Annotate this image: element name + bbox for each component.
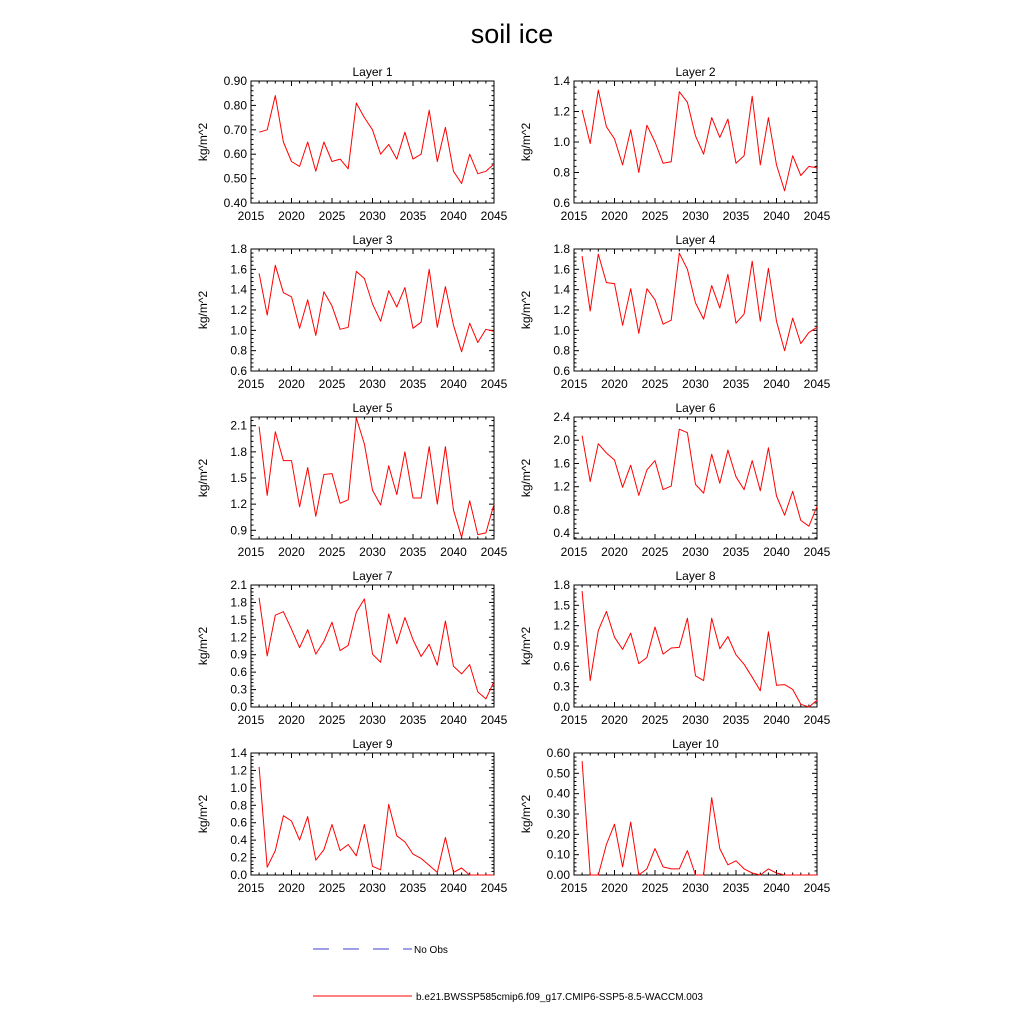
x-tick-label: 2035 bbox=[399, 377, 427, 391]
plot-frame bbox=[251, 753, 494, 875]
x-tick-label: 2035 bbox=[722, 209, 750, 223]
y-tick-label: 1.5 bbox=[230, 612, 247, 627]
plot-frame bbox=[574, 417, 817, 539]
y-tick-label: 1.0 bbox=[230, 323, 247, 338]
figure-title: soil ice bbox=[470, 19, 554, 49]
x-tick-label: 2035 bbox=[722, 377, 750, 391]
x-tick-label: 2030 bbox=[682, 545, 709, 559]
y-tick-label: 1.2 bbox=[230, 497, 247, 512]
y-tick-label: 0.10 bbox=[546, 847, 570, 862]
plot-frame bbox=[251, 249, 494, 371]
y-tick-label: 1.2 bbox=[553, 479, 570, 494]
x-tick-label: 2020 bbox=[601, 377, 628, 391]
series-line bbox=[582, 591, 817, 707]
x-tick-label: 2045 bbox=[803, 881, 831, 895]
plot-frame bbox=[574, 753, 817, 875]
y-tick-label: 0.6 bbox=[553, 364, 570, 378]
x-tick-label: 2040 bbox=[440, 713, 467, 727]
x-tick-label: 2035 bbox=[722, 545, 750, 559]
y-tick-label: 0.50 bbox=[223, 171, 247, 186]
x-tick-label: 2015 bbox=[237, 377, 265, 391]
y-tick-label: 0.40 bbox=[223, 196, 247, 210]
x-tick-label: 2040 bbox=[440, 545, 467, 559]
x-tick-label: 2035 bbox=[399, 209, 427, 223]
x-tick-label: 2025 bbox=[641, 881, 669, 895]
x-tick-label: 2020 bbox=[278, 209, 305, 223]
x-tick-label: 2030 bbox=[682, 377, 709, 391]
y-tick-label: 2.4 bbox=[553, 410, 570, 424]
y-tick-label: 0.8 bbox=[553, 343, 570, 358]
y-tick-label: 1.2 bbox=[230, 303, 247, 317]
x-tick-label: 2025 bbox=[641, 545, 669, 559]
x-tick-label: 2045 bbox=[480, 881, 508, 895]
y-tick-label: 1.2 bbox=[553, 303, 570, 317]
y-axis-label: kg/m^2 bbox=[196, 626, 210, 666]
panel-3 bbox=[196, 233, 508, 391]
x-tick-label: 2020 bbox=[601, 713, 628, 727]
x-tick-label: 2035 bbox=[399, 881, 427, 895]
y-axis-label: kg/m^2 bbox=[196, 290, 210, 330]
panel-7 bbox=[196, 569, 508, 727]
y-tick-label: 1.4 bbox=[230, 282, 247, 297]
y-tick-label: 0.0 bbox=[230, 700, 247, 714]
panel-1 bbox=[196, 65, 508, 223]
y-tick-label: 1.8 bbox=[230, 242, 247, 256]
y-tick-label: 0.4 bbox=[230, 833, 247, 848]
y-tick-label: 0.4 bbox=[553, 526, 570, 541]
y-tick-label: 1.2 bbox=[553, 104, 570, 119]
legend bbox=[313, 945, 703, 1003]
y-tick-label: 0.6 bbox=[230, 665, 247, 680]
x-tick-label: 2040 bbox=[763, 545, 790, 559]
y-tick-label: 0.8 bbox=[553, 165, 570, 180]
y-tick-label: 0.0 bbox=[230, 868, 247, 882]
series-line bbox=[582, 429, 817, 526]
y-tick-label: 1.6 bbox=[553, 456, 570, 471]
series-line bbox=[259, 96, 494, 184]
panel-2 bbox=[519, 65, 831, 223]
y-tick-label: 0.9 bbox=[553, 639, 570, 653]
y-axis-label: kg/m^2 bbox=[519, 626, 533, 666]
y-tick-label: 0.0 bbox=[553, 700, 570, 714]
series-line bbox=[582, 90, 817, 191]
x-tick-label: 2045 bbox=[480, 545, 508, 559]
series-line bbox=[259, 767, 494, 875]
x-tick-label: 2015 bbox=[560, 881, 588, 895]
x-tick-label: 2015 bbox=[560, 713, 588, 727]
y-tick-label: 0.8 bbox=[553, 502, 570, 517]
y-tick-label: 1.6 bbox=[230, 262, 247, 277]
x-tick-label: 2030 bbox=[359, 377, 386, 391]
x-tick-label: 2030 bbox=[359, 209, 386, 223]
panels bbox=[196, 65, 831, 895]
y-tick-label: 1.0 bbox=[553, 135, 570, 149]
y-tick-label: 0.50 bbox=[546, 766, 570, 781]
y-tick-label: 0.3 bbox=[553, 679, 570, 694]
y-tick-label: 1.5 bbox=[230, 471, 247, 485]
x-tick-label: 2020 bbox=[601, 209, 628, 223]
x-tick-label: 2040 bbox=[763, 881, 790, 895]
y-tick-label: 1.0 bbox=[553, 323, 570, 338]
panel-title: Layer 9 bbox=[352, 737, 393, 751]
x-tick-label: 2040 bbox=[440, 209, 467, 223]
y-tick-label: 0.8 bbox=[230, 343, 247, 358]
y-axis-label: kg/m^2 bbox=[519, 794, 533, 834]
y-tick-label: 1.0 bbox=[230, 780, 247, 795]
x-tick-label: 2030 bbox=[359, 545, 386, 559]
x-tick-label: 2035 bbox=[399, 713, 427, 727]
panel-title: Layer 10 bbox=[672, 737, 719, 751]
y-tick-label: 0.60 bbox=[223, 147, 247, 162]
plot-frame bbox=[574, 249, 817, 371]
x-tick-label: 2040 bbox=[763, 713, 790, 727]
x-tick-label: 2020 bbox=[278, 881, 305, 895]
y-axis-label: kg/m^2 bbox=[196, 122, 210, 162]
y-tick-label: 1.4 bbox=[553, 74, 570, 88]
panel-title: Layer 8 bbox=[675, 569, 716, 583]
panel-9 bbox=[196, 737, 508, 895]
plot-frame bbox=[251, 585, 494, 707]
y-tick-label: 2.1 bbox=[230, 578, 247, 592]
panel-title: Layer 4 bbox=[675, 233, 716, 247]
x-tick-label: 2025 bbox=[318, 713, 346, 727]
panel-4 bbox=[519, 233, 831, 391]
x-tick-label: 2030 bbox=[682, 209, 709, 223]
series-line bbox=[259, 598, 494, 699]
series-line bbox=[259, 265, 494, 351]
y-tick-label: 1.2 bbox=[230, 630, 247, 645]
x-tick-label: 2015 bbox=[560, 545, 588, 559]
x-tick-label: 2045 bbox=[803, 209, 831, 223]
y-tick-label: 0.00 bbox=[546, 868, 570, 882]
panel-title: Layer 2 bbox=[675, 65, 716, 79]
y-tick-label: 0.80 bbox=[223, 98, 247, 113]
panel-8 bbox=[519, 569, 831, 727]
y-tick-label: 2.1 bbox=[230, 418, 247, 433]
x-tick-label: 2045 bbox=[480, 377, 508, 391]
x-tick-label: 2030 bbox=[682, 881, 709, 895]
series-line bbox=[582, 253, 817, 351]
y-tick-label: 0.8 bbox=[230, 798, 247, 813]
x-tick-label: 2040 bbox=[440, 377, 467, 391]
plot-frame bbox=[574, 81, 817, 203]
y-tick-label: 0.30 bbox=[546, 807, 570, 821]
y-tick-label: 0.6 bbox=[553, 659, 570, 674]
x-tick-label: 2045 bbox=[480, 713, 508, 727]
plot-frame bbox=[251, 417, 494, 539]
x-tick-label: 2015 bbox=[237, 713, 265, 727]
y-axis-label: kg/m^2 bbox=[519, 122, 533, 162]
y-tick-label: 0.40 bbox=[546, 786, 570, 801]
y-tick-label: 1.8 bbox=[553, 242, 570, 256]
x-tick-label: 2045 bbox=[803, 377, 831, 391]
x-tick-label: 2040 bbox=[763, 209, 790, 223]
x-tick-label: 2030 bbox=[359, 881, 386, 895]
x-tick-label: 2035 bbox=[722, 881, 750, 895]
panel-10 bbox=[519, 737, 831, 895]
x-tick-label: 2040 bbox=[763, 377, 790, 391]
x-tick-label: 2025 bbox=[641, 377, 669, 391]
y-tick-label: 1.2 bbox=[230, 763, 247, 778]
plot-frame bbox=[251, 81, 494, 203]
panel-title: Layer 5 bbox=[352, 401, 393, 415]
y-tick-label: 0.9 bbox=[230, 647, 247, 662]
series-line bbox=[259, 418, 494, 537]
x-tick-label: 2025 bbox=[318, 545, 346, 559]
y-tick-label: 0.70 bbox=[223, 122, 247, 137]
y-tick-label: 0.3 bbox=[230, 682, 247, 697]
y-tick-label: 1.4 bbox=[553, 282, 570, 297]
panel-title: Layer 6 bbox=[675, 401, 716, 415]
x-tick-label: 2025 bbox=[318, 209, 346, 223]
x-tick-label: 2035 bbox=[722, 713, 750, 727]
x-tick-label: 2035 bbox=[399, 545, 427, 559]
y-axis-label: kg/m^2 bbox=[519, 290, 533, 330]
x-tick-label: 2020 bbox=[601, 881, 628, 895]
y-tick-label: 0.9 bbox=[230, 523, 247, 538]
y-axis-label: kg/m^2 bbox=[519, 458, 533, 498]
y-tick-label: 0.6 bbox=[553, 196, 570, 210]
y-tick-label: 0.60 bbox=[546, 746, 570, 760]
panel-title: Layer 1 bbox=[352, 65, 393, 79]
y-tick-label: 1.2 bbox=[553, 618, 570, 633]
y-tick-label: 0.6 bbox=[230, 815, 247, 830]
x-tick-label: 2025 bbox=[641, 713, 669, 727]
panel-6 bbox=[519, 401, 831, 559]
y-axis-label: kg/m^2 bbox=[196, 458, 210, 498]
y-tick-label: 1.8 bbox=[230, 595, 247, 610]
y-tick-label: 0.2 bbox=[230, 850, 247, 865]
x-tick-label: 2045 bbox=[480, 209, 508, 223]
x-tick-label: 2040 bbox=[440, 881, 467, 895]
legend-label-model: b.e21.BWSSP585cmip6.f09_g17.CMIP6-SSP5-8.5-WACCM.003 bbox=[416, 992, 703, 1003]
x-tick-label: 2015 bbox=[560, 377, 588, 391]
y-tick-label: 1.6 bbox=[553, 262, 570, 277]
panel-title: Layer 3 bbox=[352, 233, 393, 247]
y-tick-label: 1.8 bbox=[230, 444, 247, 459]
x-tick-label: 2015 bbox=[237, 545, 265, 559]
y-tick-label: 1.5 bbox=[553, 598, 570, 613]
x-tick-label: 2015 bbox=[237, 209, 265, 223]
legend-label-no-obs: No Obs bbox=[414, 945, 448, 956]
x-tick-label: 2020 bbox=[278, 377, 305, 391]
y-tick-label: 1.4 bbox=[230, 746, 247, 760]
x-tick-label: 2025 bbox=[318, 881, 346, 895]
x-tick-label: 2020 bbox=[278, 545, 305, 559]
x-tick-label: 2015 bbox=[560, 209, 588, 223]
y-tick-label: 1.8 bbox=[553, 578, 570, 592]
x-tick-label: 2020 bbox=[278, 713, 305, 727]
y-tick-label: 2.0 bbox=[553, 433, 570, 448]
x-tick-label: 2025 bbox=[641, 209, 669, 223]
panel-5 bbox=[196, 401, 508, 559]
x-tick-label: 2015 bbox=[237, 881, 265, 895]
y-tick-label: 0.6 bbox=[230, 364, 247, 378]
x-tick-label: 2030 bbox=[359, 713, 386, 727]
x-tick-label: 2020 bbox=[601, 545, 628, 559]
x-tick-label: 2025 bbox=[318, 377, 346, 391]
x-tick-label: 2030 bbox=[682, 713, 709, 727]
y-tick-label: 0.90 bbox=[223, 74, 247, 88]
x-tick-label: 2045 bbox=[803, 545, 831, 559]
y-tick-label: 0.20 bbox=[546, 827, 570, 842]
plot-frame bbox=[574, 585, 817, 707]
series-line bbox=[582, 761, 817, 875]
x-tick-label: 2045 bbox=[803, 713, 831, 727]
y-axis-label: kg/m^2 bbox=[196, 794, 210, 834]
panel-title: Layer 7 bbox=[352, 569, 393, 583]
